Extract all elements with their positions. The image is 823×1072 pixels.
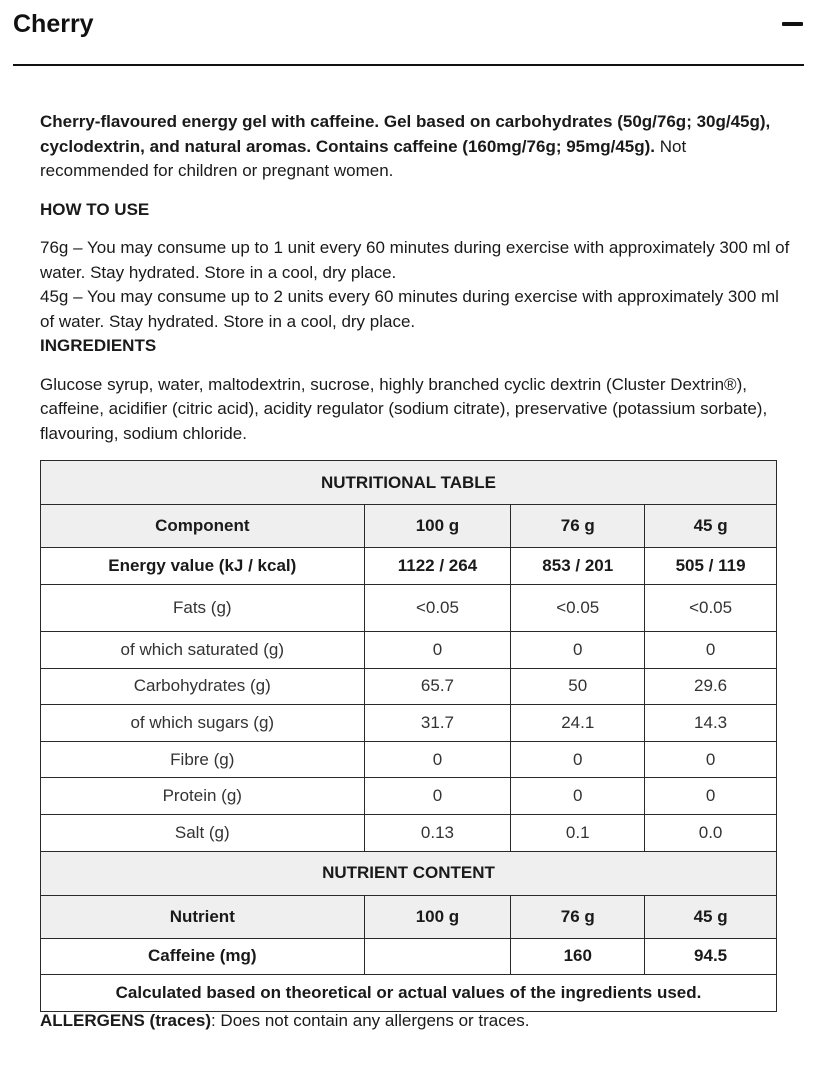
intro-paragraph bbox=[40, 110, 790, 184]
nutrient-content-title: NUTRIENT CONTENT bbox=[41, 851, 777, 895]
table-cell: 0 bbox=[364, 632, 511, 669]
energy-row bbox=[41, 548, 777, 585]
table-cell bbox=[364, 938, 511, 974]
column-header: 76 g bbox=[511, 895, 645, 938]
ingredients-heading: INGREDIENTS bbox=[40, 336, 157, 355]
intro-bold: Cherry-flavoured energy gel with caffeine. Gel based on carbohydrates (50g/76g; 30g/45g), cyclodextrin, and natural aromas. Contains caffeine (160mg/76g; 95mg/45g). bbox=[40, 112, 771, 156]
how-to-use-45g: 45g – You may consume up to 2 units every 60 minutes during exercise with approximately 300 ml of water. Stay hydrated. Store in a cool, dry place. bbox=[40, 287, 779, 331]
how-to-use-76g: 76g – You may consume up to 1 unit every 60 minutes during exercise with approximately 300 ml of water. Stay hydrated. Store in a cool, dry place. bbox=[40, 238, 790, 282]
allergens-text: : Does not contain any allergens or traces. bbox=[210, 1011, 530, 1030]
column-header: 76 g bbox=[511, 505, 645, 548]
nutritional-table bbox=[40, 460, 777, 1012]
table-cell: 0 bbox=[645, 741, 777, 778]
table-row bbox=[41, 705, 777, 742]
table-note-row bbox=[41, 974, 777, 1011]
table-cell: 0 bbox=[364, 741, 511, 778]
table-cell: 0.13 bbox=[364, 814, 511, 851]
ingredients-text: Glucose syrup, water, maltodextrin, sucrose, highly branched cyclic dextrin (Cluster Dextrin®), caffeine, acidifier (citric acid), acidity regulator (sodium citrate), preservative (potassium sorbate), flavouring, sodium chloride. bbox=[40, 374, 768, 443]
column-header: 45 g bbox=[645, 505, 777, 548]
table-cell: 0 bbox=[645, 778, 777, 815]
product-description bbox=[40, 110, 790, 446]
table-cell: <0.05 bbox=[645, 585, 777, 632]
table-cell: <0.05 bbox=[511, 585, 645, 632]
table-row bbox=[41, 814, 777, 851]
caffeine-row bbox=[41, 938, 777, 974]
table-row bbox=[41, 668, 777, 705]
table-cell: of which saturated (g) bbox=[41, 632, 365, 669]
table-cell: 94.5 bbox=[645, 938, 777, 974]
table-cell: 1122 / 264 bbox=[364, 548, 511, 585]
table-cell: 0 bbox=[645, 632, 777, 669]
table-cell: 0 bbox=[511, 741, 645, 778]
table-title: NUTRITIONAL TABLE bbox=[41, 461, 777, 505]
table-cell: 24.1 bbox=[511, 705, 645, 742]
table-cell: Fats (g) bbox=[41, 585, 365, 632]
table-title-row bbox=[41, 461, 777, 505]
table-cell: Energy value (kJ / kcal) bbox=[41, 548, 365, 585]
accordion-header[interactable] bbox=[0, 0, 823, 66]
nutrient-title-row bbox=[41, 851, 777, 895]
table-cell: 160 bbox=[511, 938, 645, 974]
table-note: Calculated based on theoretical or actual values of the ingredients used. bbox=[41, 974, 777, 1011]
table-cell: 0 bbox=[364, 778, 511, 815]
table-cell: Fibre (g) bbox=[41, 741, 365, 778]
table-cell: 853 / 201 bbox=[511, 548, 645, 585]
table-cell: 0.1 bbox=[511, 814, 645, 851]
table-cell: of which sugars (g) bbox=[41, 705, 365, 742]
table-row bbox=[41, 585, 777, 632]
nutrient-header-row bbox=[41, 895, 777, 938]
column-header: Nutrient bbox=[41, 895, 365, 938]
column-header: 100 g bbox=[364, 505, 511, 548]
allergens-label: ALLERGENS (traces) bbox=[40, 1011, 211, 1030]
allergens-statement bbox=[40, 1011, 529, 1031]
table-cell: 0 bbox=[511, 632, 645, 669]
table-row bbox=[41, 778, 777, 815]
table-row bbox=[41, 632, 777, 669]
table-cell: 0.0 bbox=[645, 814, 777, 851]
table-cell: Salt (g) bbox=[41, 814, 365, 851]
table-cell: Protein (g) bbox=[41, 778, 365, 815]
table-row bbox=[41, 741, 777, 778]
how-to-use-heading: HOW TO USE bbox=[40, 199, 150, 219]
table-cell: 0 bbox=[511, 778, 645, 815]
table-cell: 50 bbox=[511, 668, 645, 705]
product-title: Cherry bbox=[13, 10, 94, 38]
table-cell: 65.7 bbox=[364, 668, 511, 705]
column-header: 100 g bbox=[364, 895, 511, 938]
table-cell: Carbohydrates (g) bbox=[41, 668, 365, 705]
table-cell: <0.05 bbox=[364, 585, 511, 632]
table-cell: 31.7 bbox=[364, 705, 511, 742]
header-divider bbox=[13, 64, 804, 66]
column-header-row bbox=[41, 505, 777, 548]
column-header: 45 g bbox=[645, 895, 777, 938]
column-header: Component bbox=[41, 505, 365, 548]
intro-warning: Not recommended for children or pregnant women. bbox=[40, 136, 687, 180]
table-cell: Caffeine (mg) bbox=[41, 938, 365, 974]
minus-icon[interactable] bbox=[770, 8, 810, 42]
table-cell: 29.6 bbox=[645, 668, 777, 705]
table-cell: 505 / 119 bbox=[645, 548, 777, 585]
table-cell: 14.3 bbox=[645, 705, 777, 742]
